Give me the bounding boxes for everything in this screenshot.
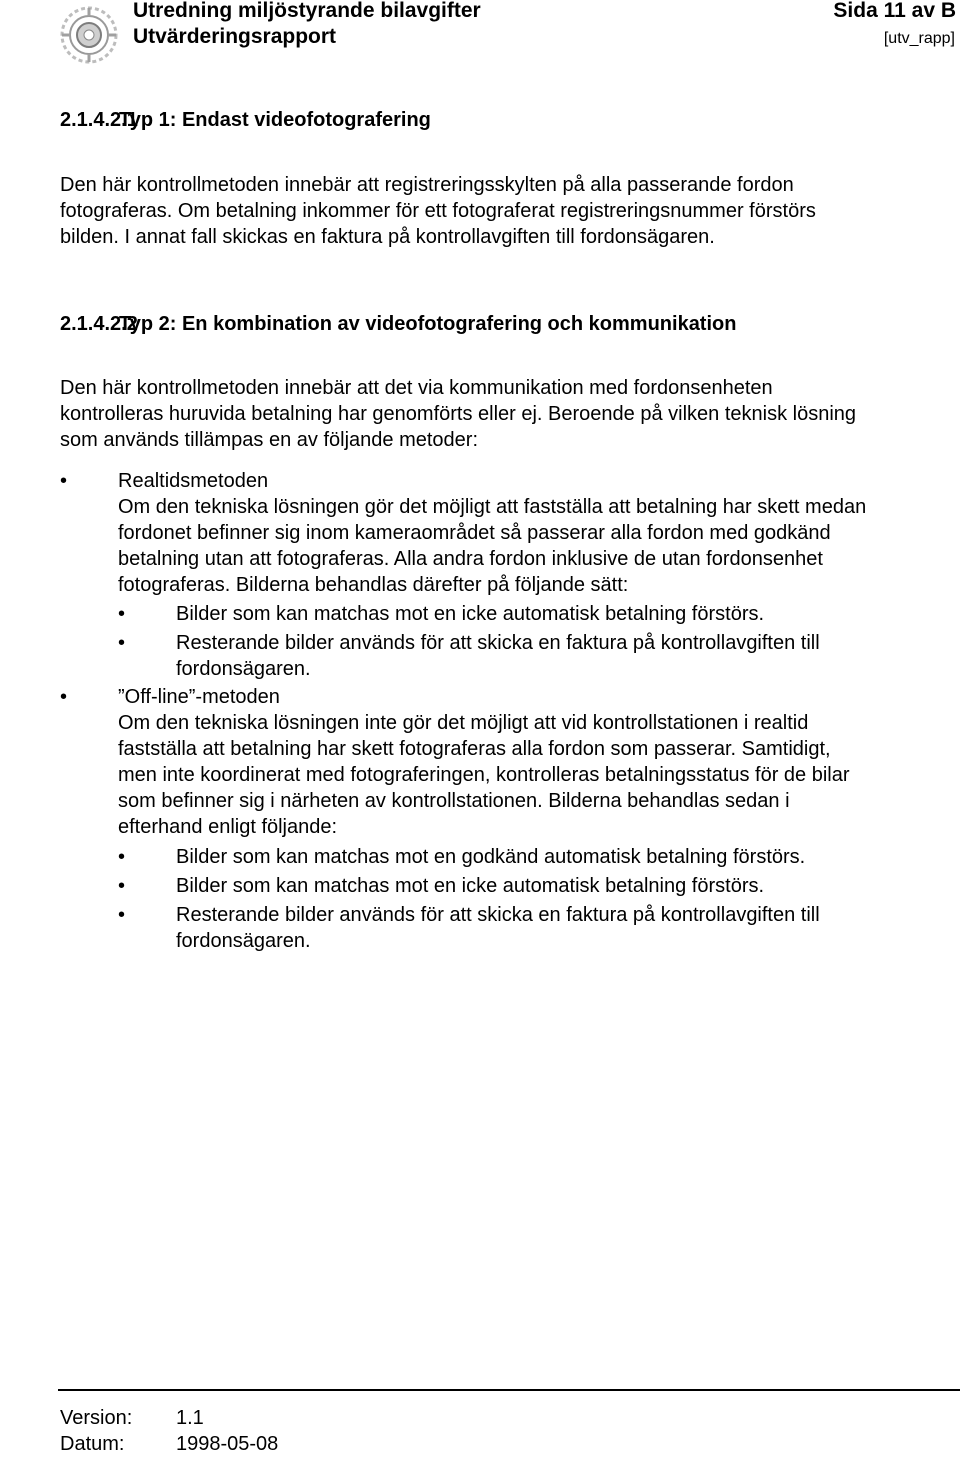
bullet-icon: • [118,632,126,654]
date-value: 1998-05-08 [176,1433,279,1455]
section-title: Typ 2: En kombination av videofotografering och kommunikation [119,313,737,335]
sub-list-item [118,630,918,682]
list-item-method-offline [60,684,950,840]
text-line: Den här kontrollmetoden innebär att det via kommunikation med fordonsenheten [60,377,773,399]
text-line: fastställa att betalning har skett fotograferas alla fordon som passerar. Samtidigt, [118,738,831,760]
method-name: ”Off-line”-metoden [118,686,280,708]
sub-list-item [118,902,918,954]
document-subtitle: Utvärderingsrapport [133,25,337,48]
date-label: Datum: [60,1433,125,1455]
text-line: Bilder som kan matchas mot en icke automatisk betalning förstörs. [176,875,765,897]
bullet-icon: • [118,904,126,926]
footer-version [60,1405,360,1431]
gear-logo-icon [58,4,120,66]
text-line: Om den tekniska lösningen gör det möjligt att fastställa att betalning har skett medan [118,496,867,518]
text-line: Resterande bilder används för att skicka en faktura på kontrollavgiften till [176,632,820,654]
bullet-icon: • [60,686,68,708]
text-line: Bilder som kan matchas mot en icke automatisk betalning förstörs. [176,603,765,625]
text-line: fotograferas. Bilderna behandlas därefter på följande sätt: [118,574,629,596]
section1-paragraph [60,172,816,250]
section-number: 2.1.4.2.2 [60,313,138,335]
bullet-icon: • [118,603,126,625]
text-line: Den här kontrollmetoden innebär att registreringsskylten på alla passerande fordon [60,174,794,196]
section-title: Typ 1: Endast videofotografering [119,109,431,131]
bullet-icon: • [60,470,68,492]
text-line: fordonet befinner sig inom kameraområdet så passerar alla fordon med godkänd [118,522,831,544]
document-title: Utredning miljöstyrande bilavgifter [133,0,481,22]
text-line: Resterande bilder används för att skicka en faktura på kontrollavgiften till [176,904,820,926]
bullet-icon: • [118,846,126,868]
text-line: kontrolleras huruvida betalning har genomförts eller ej. Beroende på vilken teknisk lösning [60,403,857,425]
text-line: men inte koordinerat med fotograferingen, kontrolleras betalningsstatus för de bilar [118,764,850,786]
text-line: fordonsägaren. [176,658,311,680]
section-heading-2-1-4-2-1 [60,108,940,134]
text-line: som används tillämpas en av följande metoder: [60,429,479,451]
section-heading-2-1-4-2-2 [60,312,940,338]
text-line: fotograferas. Om betalning inkommer för ett fotograferat registreringsnummer förstörs [60,200,816,222]
sub-list-item [118,601,918,627]
version-label: Version: [60,1407,133,1429]
text-line: bilden. I annat fall skickas en faktura på kontrollavgiften till fordonsägaren. [60,226,715,248]
version-value: 1.1 [176,1407,204,1429]
document-reference: [utv_rapp] [883,30,955,47]
section-number: 2.1.4.2.1 [60,109,138,131]
footer-divider [58,1389,960,1391]
text-line: Bilder som kan matchas mot en godkänd automatisk betalning förstörs. [176,846,806,868]
sub-list-item [118,873,918,899]
page-number: Sida 11 av B [833,0,956,22]
text-line: efterhand enligt följande: [118,816,338,838]
text-line: Om den tekniska lösningen inte gör det möjligt att vid kontrollstationen i realtid [118,712,809,734]
text-line: betalning utan att fotograferas. Alla andra fordon inklusive de utan fordonsenhet [118,548,823,570]
list-item-method-realtime [60,468,950,598]
method-name: Realtidsmetoden [118,470,269,492]
section2-paragraph [60,375,856,453]
footer-date [60,1431,360,1457]
bullet-icon: • [118,875,126,897]
text-line: som befinner sig i närheten av kontrollstationen. Bilderna behandlas sedan i [118,790,790,812]
text-line: fordonsägaren. [176,930,311,952]
sub-list-item [118,844,918,870]
